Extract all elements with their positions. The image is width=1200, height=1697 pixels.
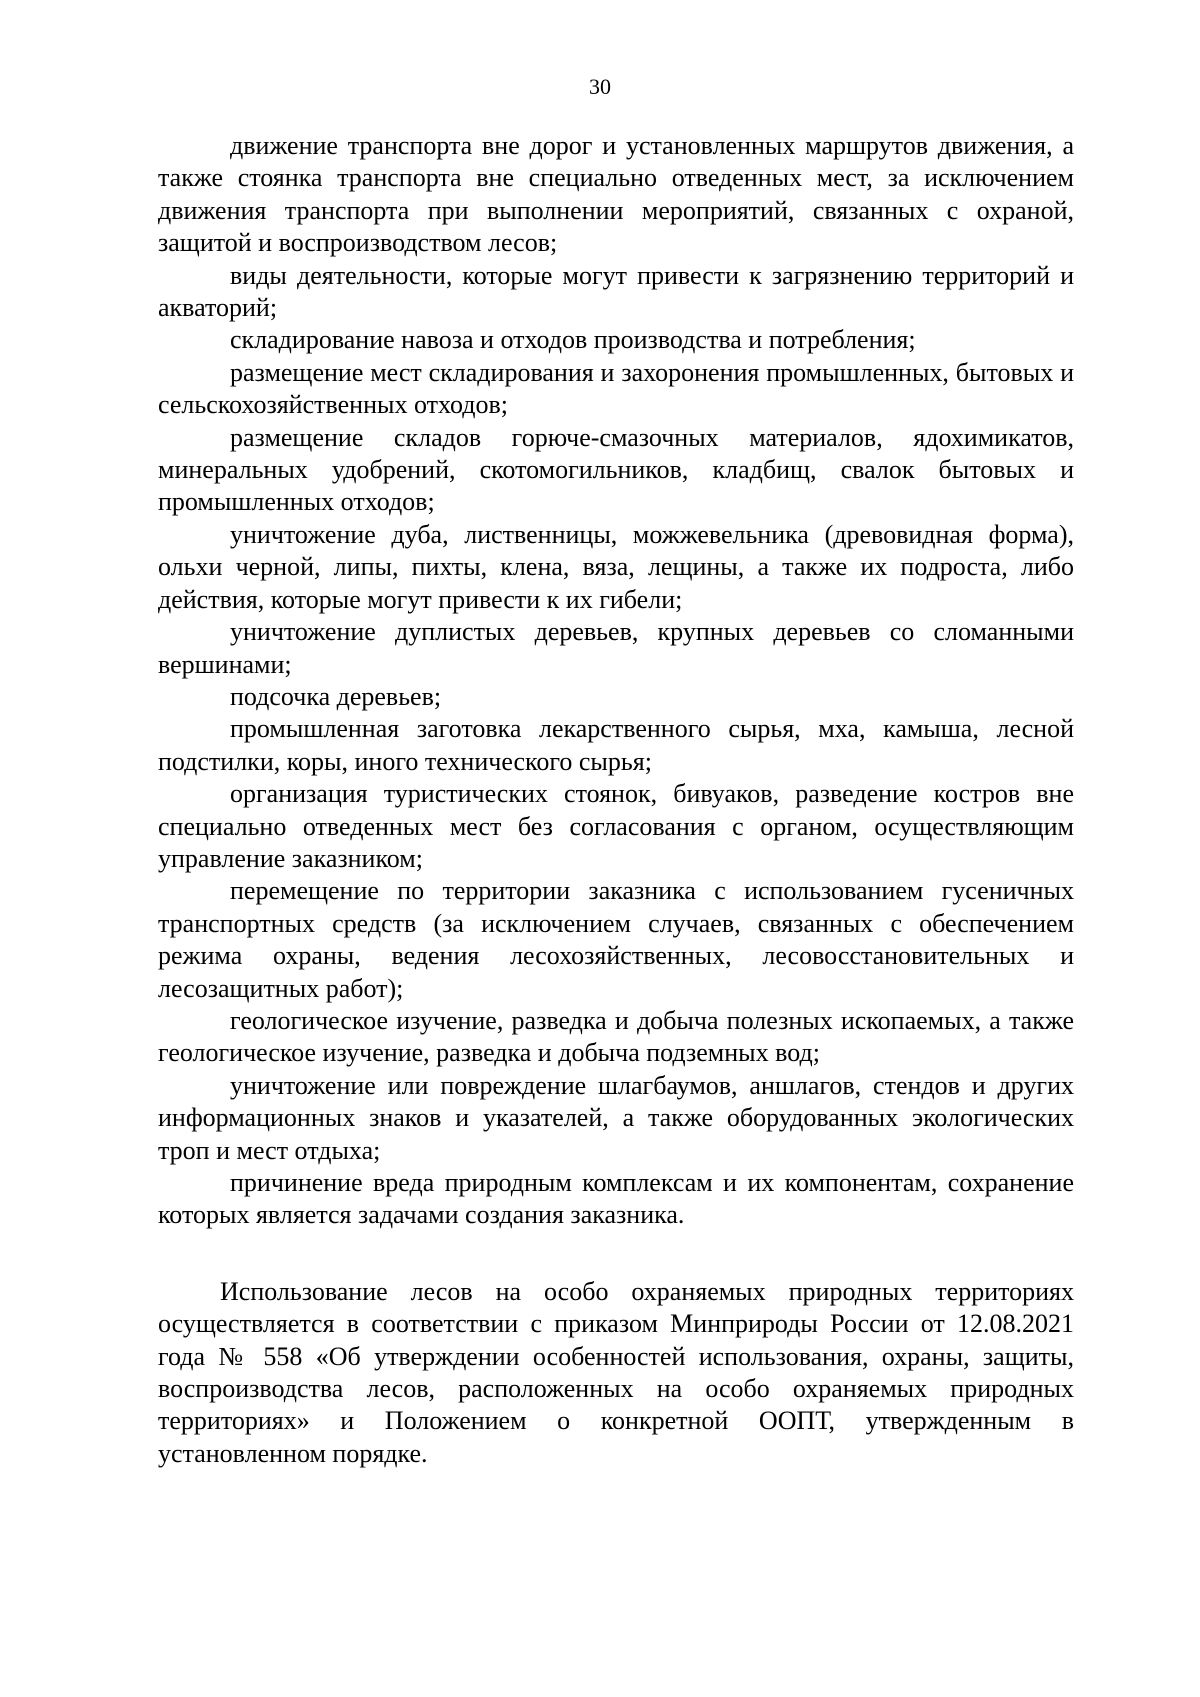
list-item: организация туристических стоянок, бивуаков, разведение костров вне специально отведенных мест без согласования с органом, осуществляющим управление заказником; xyxy=(158,779,1074,873)
list-item: перемещение по территории заказника с использованием гусеничных транспортных средств (за исключением случаев, связанных с обеспечением режима охраны, ведения лесохозяйственных, лесовосстановительных и лесозащитных работ); xyxy=(158,876,1074,1003)
page-number: 30 xyxy=(589,74,611,99)
list-item: движение транспорта вне дорог и установленных маршрутов движения, а также стоянка транспорта вне специально отведенных мест, за исключением движения транспорта при выполнении мероприятий, связанных с охраной, защитой и воспроизводством лесов; xyxy=(158,131,1074,258)
list-item: уничтожение дуба, лиственницы, можжевельника (древовидная форма), ольхи черной, липы, пихты, клена, вяза, лещины, а также их подроста, либо действия, которые могут привести к их гибели; xyxy=(158,519,1074,614)
list-item: размещение мест складирования и захоронения промышленных, бытовых и сельскохозяйственных отходов; xyxy=(158,357,1074,420)
list-item: виды деятельности, которые могут привести к загрязнению территорий и акваторий; xyxy=(158,260,1074,323)
list-item: уничтожение дуплистых деревьев, крупных деревьев со сломанными вершинами; xyxy=(158,617,1074,679)
closing-paragraph: Использование лесов на особо охраняемых природных территориях осуществляется в соответствии с приказом Минприроды России от 12.08.2021 года № 558 «Об утверждении особенностей использования, охраны, защиты, воспроизводства лесов, расположенных на особо охраняемых природных территориях» и Положением о конкретной ООПТ, утвержденным в установленном порядке. xyxy=(158,1276,1074,1468)
list-item: складирование навоза и отходов производства и потребления; xyxy=(230,325,916,355)
list-item: уничтожение или повреждение шлагбаумов, аншлагов, стендов и других информационных знаков и указателей, а также оборудованных экологических троп и мест отдыха; xyxy=(158,1070,1074,1165)
list-item: размещение складов горюче-смазочных материалов, ядохимикатов, минеральных удобрений, скотомогильников, кладбищ, свалок бытовых и промышленных отходов; xyxy=(158,422,1074,517)
list-item: подсочка деревьев; xyxy=(230,681,442,711)
document-body xyxy=(158,130,1074,1470)
prohibited-activities-list xyxy=(158,130,1074,1232)
list-item: геологическое изучение, разведка и добыча полезных ископаемых, а также геологическое изучение, разведка и добыча подземных вод; xyxy=(158,1005,1074,1068)
list-item: причинение вреда природным комплексам и их компонентам, сохранение которых является задачами создания заказника. xyxy=(158,1168,1074,1230)
list-item: промышленная заготовка лекарственного сырья, мха, камыша, лесной подстилки, коры, иного технического сырья; xyxy=(158,714,1074,776)
